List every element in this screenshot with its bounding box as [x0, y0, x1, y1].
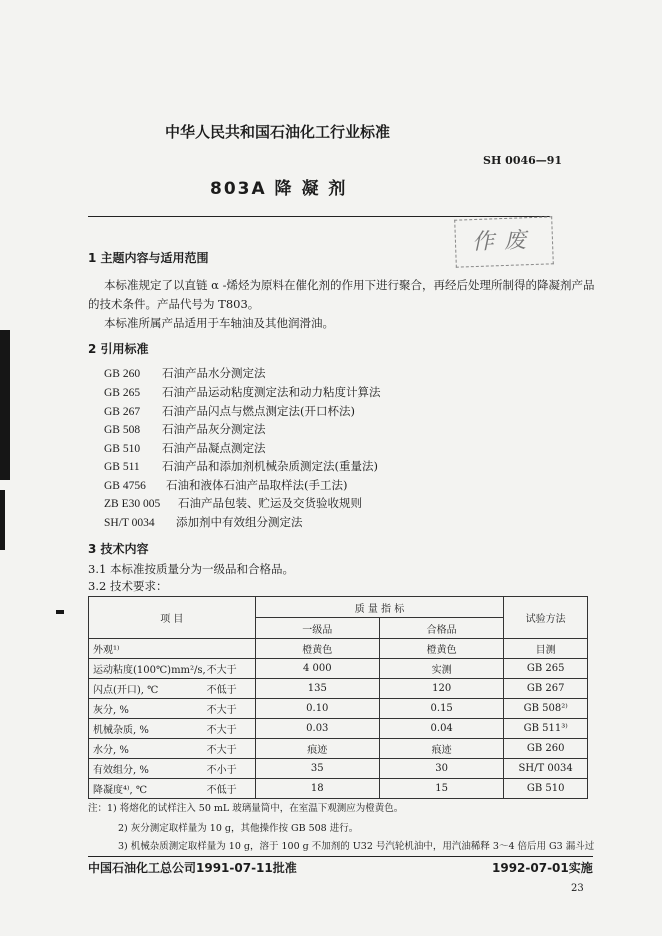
table-row [89, 759, 588, 779]
row-first-grade: 18 [255, 779, 379, 799]
row-first-grade: 0.10 [255, 699, 379, 719]
org-standard-title: 中华人民共和国石油化工行业标准 [165, 123, 391, 141]
row-item: 有效组分, % [93, 765, 149, 776]
row-qualified-grade: 实测 [379, 659, 503, 679]
reference-title: 石油产品水分测定法 [162, 366, 266, 380]
header-first-grade: 一级品 [255, 618, 379, 639]
header-qualified-grade: 合格品 [379, 618, 503, 639]
row-first-grade: 橙黄色 [255, 639, 379, 659]
reference-item [104, 495, 362, 511]
table-row [89, 679, 588, 699]
scan-edge-artifact [0, 490, 5, 550]
obsolete-stamp: 作废 [454, 216, 554, 267]
table-row [89, 659, 588, 679]
reference-code: GB 4756 [104, 480, 146, 492]
reference-item [104, 458, 378, 474]
row-item: 闪点(开口), ℃ [93, 685, 159, 696]
row-method: GB 511³⁾ [504, 719, 588, 739]
row-item: 机械杂质, % [93, 725, 149, 736]
reference-title: 石油产品灰分测定法 [162, 422, 266, 436]
row-method: GB 260 [504, 739, 588, 759]
row-first-grade: 痕迹 [255, 739, 379, 759]
row-method: GB 508²⁾ [504, 699, 588, 719]
reference-code: GB 260 [104, 368, 141, 380]
row-item: 外观¹⁾ [93, 645, 120, 656]
reference-title: 石油产品闪点与燃点测定法(开口杯法) [162, 404, 355, 418]
scan-mark [56, 610, 64, 614]
row-qualified-grade: 15 [379, 779, 503, 799]
reference-title: 石油产品包装、贮运及交货验收规则 [178, 496, 362, 510]
row-limit: 不小于 [206, 765, 237, 776]
reference-code: SH/T 0034 [104, 517, 155, 529]
table-row [89, 779, 588, 799]
section-3-heading: 3 技术内容 [88, 542, 149, 556]
note-3: 3) 机械杂质测定取样量为 10 g，溶于 100 g 不加剂的 U32 号汽轮机油中，用汽油稀释 3～4 倍后用 G3 漏斗过 [118, 841, 595, 852]
table-row [89, 639, 588, 659]
row-method: GB 265 [504, 659, 588, 679]
reference-item [104, 365, 266, 381]
row-limit: 不大于 [206, 745, 237, 756]
row-limit: 不低于 [206, 785, 237, 796]
standard-title: 803A 降 凝 剂 [210, 179, 348, 199]
header-quality-index: 质 量 指 标 [255, 597, 504, 618]
reference-code: ZB E30 005 [104, 498, 161, 510]
reference-item [104, 384, 381, 400]
row-qualified-grade: 0.04 [379, 719, 503, 739]
note-2: 2) 灰分测定取样量为 10 g，其他操作按 GB 508 进行。 [118, 823, 359, 834]
row-qualified-grade: 痕迹 [379, 739, 503, 759]
row-item: 水分, % [93, 745, 129, 756]
row-first-grade: 35 [255, 759, 379, 779]
row-limit: 不大于 [206, 725, 237, 736]
reference-item [104, 477, 347, 493]
table-row [89, 719, 588, 739]
reference-code: GB 511 [104, 461, 140, 473]
row-qualified-grade: 30 [379, 759, 503, 779]
row-item: 运动粘度(100℃)mm²/s, [93, 665, 206, 676]
row-limit: 不大于 [206, 665, 237, 676]
technical-requirements-table [88, 596, 588, 799]
row-method: 目测 [504, 639, 588, 659]
section-1-para-2: 本标准所属产品适用于车轴油及其他润滑油。 [104, 316, 334, 330]
header-rule [88, 216, 550, 217]
header-test-method: 试验方法 [504, 597, 588, 639]
section-1-heading: 1 主题内容与适用范围 [88, 251, 209, 265]
section-2-heading: 2 引用标准 [88, 342, 149, 356]
reference-code: GB 508 [104, 424, 141, 436]
section-1-para-1-line-2: 的技术条件。产品代号为 T803。 [88, 297, 260, 311]
page-number: 23 [571, 883, 584, 894]
scan-edge-artifact [0, 330, 10, 480]
effective-date: 1992-07-01实施 [492, 861, 593, 875]
standard-number: SH 0046—91 [483, 154, 563, 167]
row-method: SH/T 0034 [504, 759, 588, 779]
header-item: 项 目 [89, 597, 256, 639]
reference-title: 石油产品凝点测定法 [162, 441, 266, 455]
reference-code: GB 267 [104, 406, 141, 418]
row-first-grade: 0.03 [255, 719, 379, 739]
footer-rule [88, 856, 593, 857]
note-1: 注：1) 将熔化的试样注入 50 mL 玻璃量筒中，在室温下观测应为橙黄色。 [88, 803, 404, 814]
reference-code: GB 265 [104, 387, 141, 399]
approval-line: 中国石油化工总公司1991-07-11批准 [88, 861, 297, 875]
table-row [89, 699, 588, 719]
row-qualified-grade: 0.15 [379, 699, 503, 719]
reference-item [104, 403, 355, 419]
reference-item [104, 421, 266, 437]
row-first-grade: 135 [255, 679, 379, 699]
row-limit: 不大于 [206, 705, 237, 716]
reference-title: 石油产品运动粘度测定法和动力粘度计算法 [162, 385, 381, 399]
table-row [89, 739, 588, 759]
section-1-para-1-line-1: 本标准规定了以直链 α -烯烃为原料在催化剂的作用下进行聚合，再经后处理所制得的降凝剂产品 [104, 278, 595, 292]
reference-code: GB 510 [104, 443, 141, 455]
reference-item [104, 440, 266, 456]
row-item: 灰分, % [93, 705, 129, 716]
row-qualified-grade: 橙黄色 [379, 639, 503, 659]
reference-title: 添加剂中有效组分测定法 [176, 515, 303, 529]
row-limit: 不低于 [206, 685, 237, 696]
clause-3-2: 3.2 技术要求： [88, 579, 168, 593]
clause-3-1: 3.1 本标准按质量分为一级品和合格品。 [88, 562, 294, 576]
row-method: GB 267 [504, 679, 588, 699]
row-item: 降凝度⁴⁾, ℃ [93, 785, 148, 796]
row-first-grade: 4 000 [255, 659, 379, 679]
reference-title: 石油产品和添加剂机械杂质测定法(重量法) [162, 459, 378, 473]
row-method: GB 510 [504, 779, 588, 799]
row-qualified-grade: 120 [379, 679, 503, 699]
reference-title: 石油和液体石油产品取样法(手工法) [166, 478, 348, 492]
reference-item [104, 514, 303, 530]
